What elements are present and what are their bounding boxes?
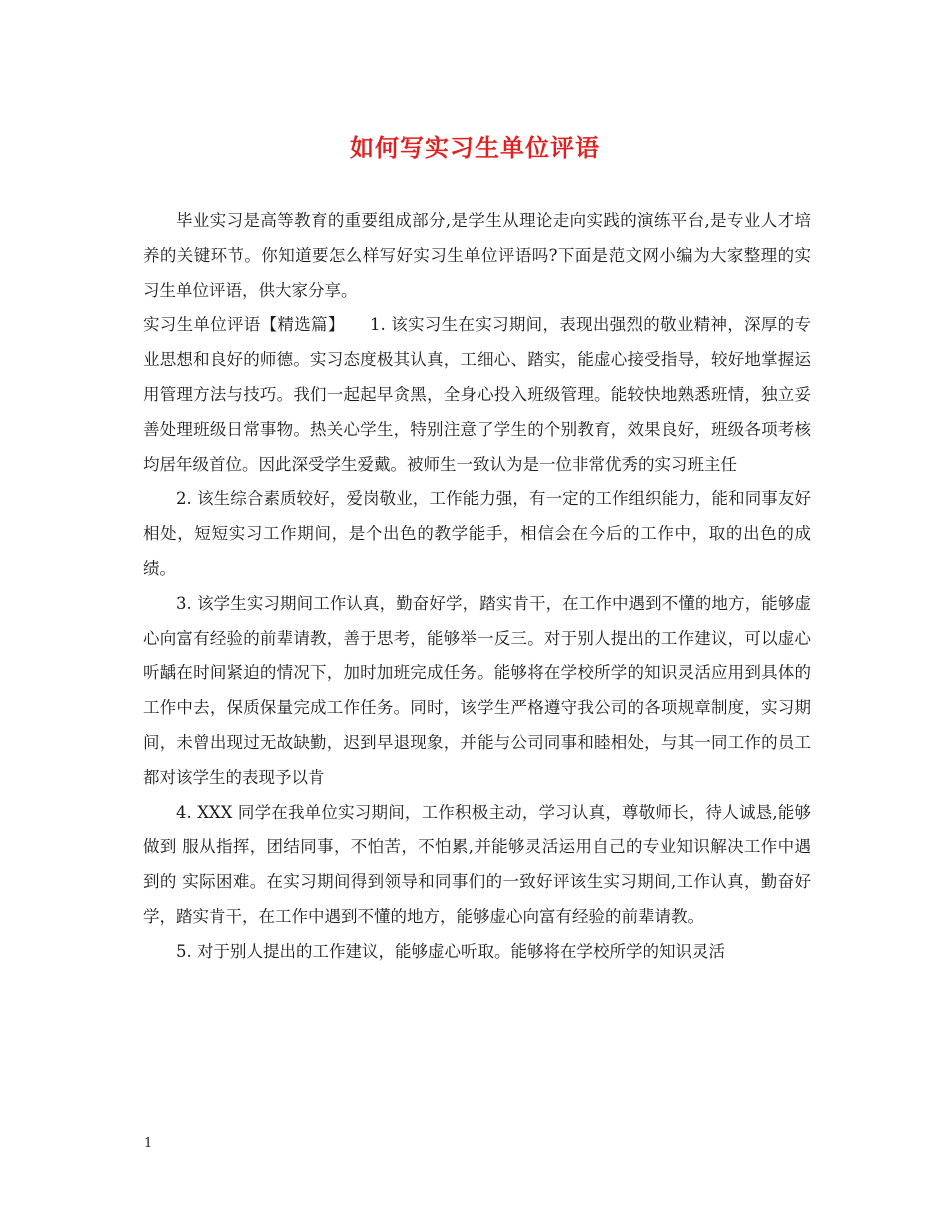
paragraph-comment-4: 4. XXX 同学在我单位实习期间，工作积极主动，学习认真，尊敬师长，待人诚恳,能够做到 服从指挥，团结同事，不怕苦，不怕累,并能够灵活运用自己的专业知识解决工作中遇到的 实际困难。在实习期间得到领导和同事们的一致好评该生实习期间,工作认真，勤奋好学，踏实肯干，在工作中遇到不懂的地方，能够虚心向富有经验的前辈请教。	[143, 802, 811, 926]
paragraph-comment-3: 3. 该学生实习期间工作认真，勤奋好学，踏实肯干，在工作中遇到不懂的地方，能够虚心向富有经验的前辈请教，善于思考，能够举一反三。对于别人提出的工作建议，可以虚心听龋在时间紧迫的情况下，加时加班完成任务。能够将在学校所学的知识灵活应用到具体的工作中去，保质保量完成工作任务。同时，该学生严格遵守我公司的各项规章制度，实习期间，未曾出现过无故缺勤，迟到早退现象，并能与公司同事和睦相处，与其一同工作的员工都对该学生的表现予以肯	[143, 593, 811, 787]
paragraph-intro: 毕业实习是高等教育的重要组成部分,是学生从理论走向实践的演练平台,是专业人才培养的关键环节。你知道要怎么样写好实习生单位评语吗?下面是范文网小编为大家整理的实习生单位评语，供大家分享。	[143, 211, 811, 300]
document-title: 如何写实习生单位评语	[350, 133, 600, 162]
paragraph-comment-2: 2. 该生综合素质较好，爱岗敬业，工作能力强，有一定的工作组织能力，能和同事友好相处，短短实习工作期间，是个出色的教学能手，相信会在今后的工作中，取的出色的成绩。	[143, 489, 811, 578]
paragraph-comment-5: 5. 对于别人提出的工作建议，能够虚心听取。能够将在学校所学的知识灵活	[176, 941, 725, 961]
paragraph-comment-1: 实习生单位评语【精选篇】 1. 该实习生在实习期间，表现出强烈的敬业精神，深厚的专业思想和良好的师德。实习态度极其认真，工细心、踏实，能虚心接受指导，较好地掌握运用管理方法与技巧。我们一起起早贪黑，全身心投入班级管理。能较快地熟悉班情，独立妥善处理班级日常事物。热关心学生，特别注意了学生的个别教育，效果良好，班级各项考核均居年级首位。因此深受学生爱戴。被师生一致认为是一位非常优秀的实习班主任	[143, 315, 811, 474]
page-number: 1	[144, 1136, 153, 1151]
document-body	[143, 204, 811, 970]
